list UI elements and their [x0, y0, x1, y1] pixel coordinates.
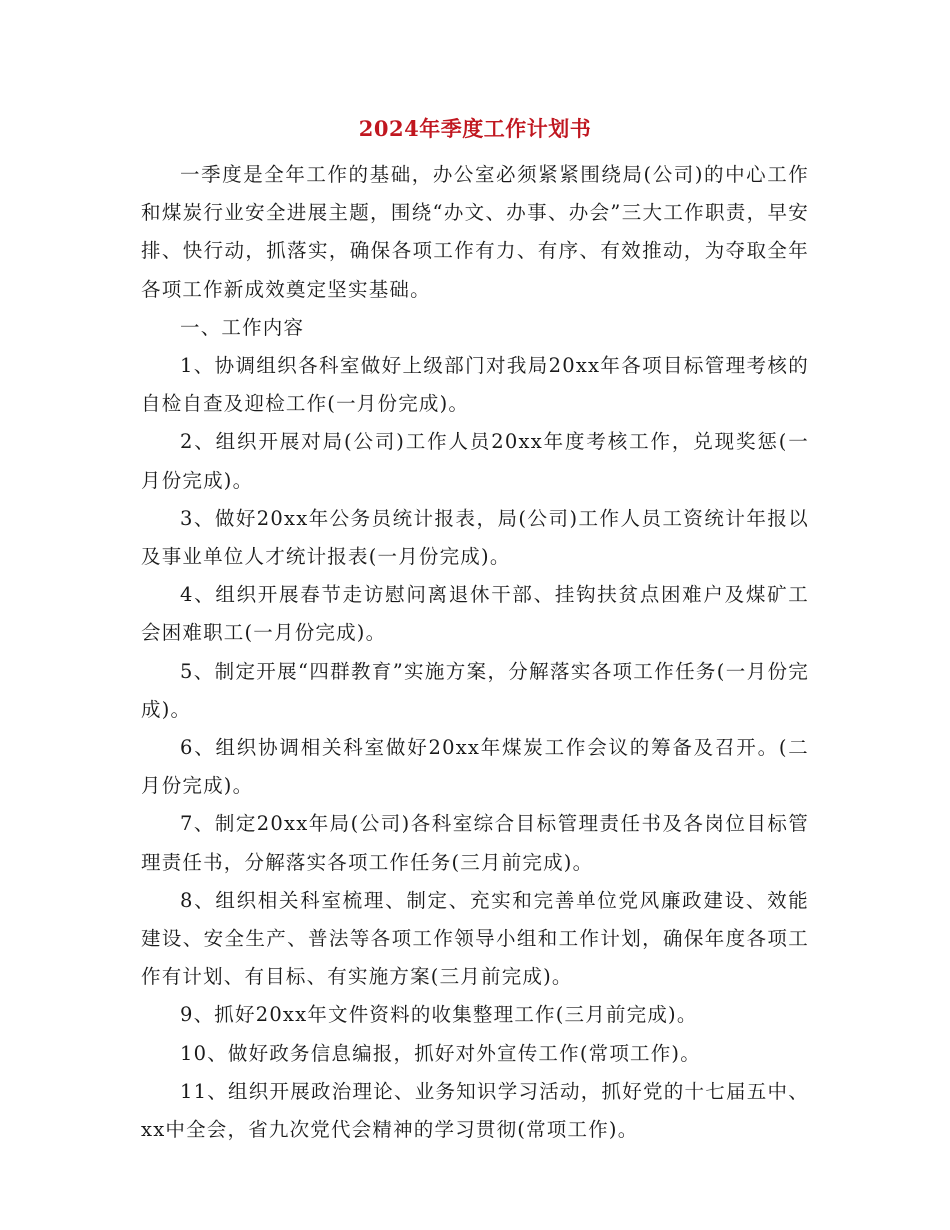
list-item-5: 5、制定开展“四群教育”实施方案，分解落实各项工作任务(一月份完成)。 — [141, 659, 809, 721]
list-item-8: 8、组织相关科室梳理、制定、充实和完善单位党风廉政建设、效能建设、安全生产、普法等各项工作领导小组和工作计划，确保年度各项工作有计划、有目标、有实施方案(三月前完成)。 — [141, 888, 809, 989]
list-item-7: 7、制定20xx年局(公司)各科室综合目标管理责任书及各岗位目标管理责任书，分解落实各项工作任务(三月前完成)。 — [141, 812, 809, 874]
paragraph-intro: 一季度是全年工作的基础，办公室必须紧紧围绕局(公司)的中心工作和煤炭行业安全进展主题，围绕“办文、办事、办会”三大工作职责，早安排、快行动，抓落实，确保各项工作有力、有序、有效推动，为夺取全年各项工作新成效奠定坚实基础。 — [141, 163, 809, 301]
list-item-9: 9、抓好20xx年文件资料的收集整理工作(三月前完成)。 — [180, 1003, 698, 1027]
list-item-6: 6、组织协调相关科室做好20xx年煤炭工作会议的筹备及召开。(二月份完成)。 — [141, 736, 809, 798]
document-title: 2024年季度工作计划书 — [358, 116, 592, 141]
section-heading: 一、工作内容 — [180, 315, 305, 339]
list-item-4: 4、组织开展春节走访慰问离退休干部、挂钩扶贫点困难户及煤矿工会困难职工(一月份完成)。 — [141, 583, 809, 645]
list-item-2: 2、组织开展对局(公司)工作人员20xx年度考核工作，兑现奖惩(一月份完成)。 — [141, 430, 809, 492]
list-item-1: 1、协调组织各科室做好上级部门对我局20xx年各项目标管理考核的自检自查及迎检工作(一月份完成)。 — [141, 354, 809, 416]
list-item-11: 11、组织开展政治理论、业务知识学习活动，抓好党的十七届五中、xx中全会，省九次党代会精神的学习贯彻(常项工作)。 — [141, 1079, 809, 1142]
list-item-10: 10、做好政务信息编报，抓好对外宣传工作(常项工作)。 — [180, 1041, 701, 1065]
list-item-3: 3、做好20xx年公务员统计报表，局(公司)工作人员工资统计年报以及事业单位人才统计报表(一月份完成)。 — [141, 506, 809, 569]
document-body — [141, 156, 809, 1149]
